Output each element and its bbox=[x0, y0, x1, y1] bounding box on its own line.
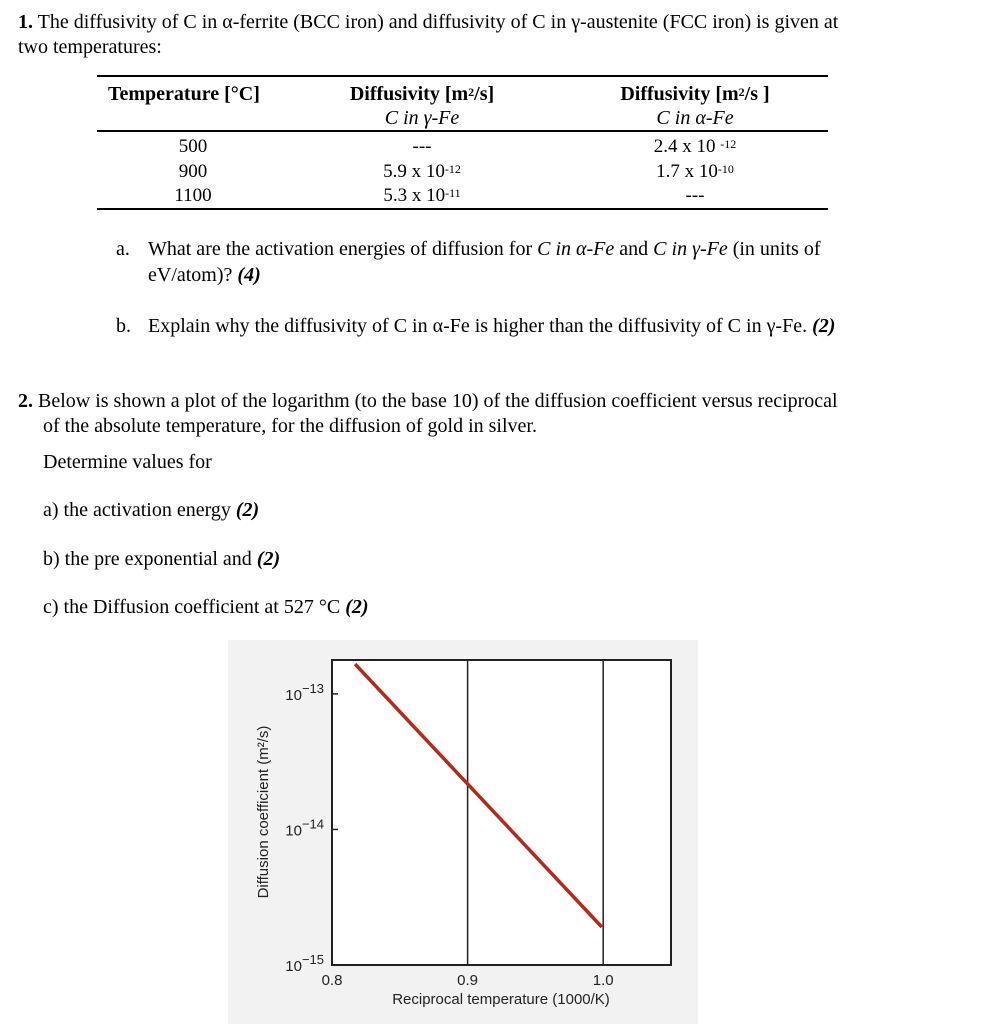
x-tick-label: 0.8 bbox=[321, 972, 343, 989]
header-sub-alpha: C in α-Fe bbox=[656, 107, 734, 129]
q2-item-b: b) the pre exponential and (2) bbox=[43, 548, 281, 570]
x-tick-label: 1.0 bbox=[592, 972, 614, 989]
table-cell-temp: 500 bbox=[178, 136, 208, 157]
table-bottom-rule bbox=[97, 208, 828, 210]
table-cell-temp: 900 bbox=[178, 161, 208, 182]
table-cell-temp: 1100 bbox=[174, 185, 212, 206]
table-cell-gamma: 5.3 x $10^{-11}$ bbox=[383, 185, 461, 206]
q1-number: 1. bbox=[18, 11, 33, 33]
q2-item-c: c) the Diffusion coefficient at 527 °C (2) bbox=[43, 596, 369, 618]
q1b-text: Explain why the diffusivity of C in α-Fe is higher than the diffusivity of C in γ-Fe. (2) bbox=[148, 315, 836, 337]
table-header-rule bbox=[97, 130, 828, 132]
header-temperature: Temperature [°C] bbox=[108, 83, 260, 105]
y-axis-label: Diffusion coefficient (m²/s) bbox=[255, 725, 272, 899]
x-axis-label: Reciprocal temperature (1000/K) bbox=[392, 991, 610, 1008]
table-cell-alpha: --- bbox=[685, 185, 705, 206]
diffusion-chart bbox=[228, 640, 698, 1024]
q1-text-line1: The diffusivity of C in α-ferrite (BCC iron) and diffusivity of C in γ-austenite (FCC iron) is given at bbox=[37, 11, 839, 33]
table-cell-gamma: 5.9 x $10^{-12}$ bbox=[383, 161, 461, 182]
q2-line2: of the absolute temperature, for the diffusion of gold in silver. bbox=[43, 415, 537, 437]
q1-line1 bbox=[18, 10, 838, 34]
q1-text-line2: two temperatures: bbox=[18, 36, 162, 58]
y-tick-label: 10−13 bbox=[285, 680, 324, 704]
table-cell-alpha: 2.4 x 10 $^{-12}$ bbox=[653, 136, 737, 157]
q1a-label: a. bbox=[116, 238, 130, 260]
q1b-label: b. bbox=[116, 315, 131, 337]
plot-area bbox=[332, 660, 671, 965]
q2-line1: 2. Below is shown a plot of the logarithm (to the base 10) of the diffusion coefficient versus reciprocal bbox=[18, 390, 838, 412]
table-cell-alpha: 1.7 x $10^{-10}$ bbox=[656, 161, 734, 182]
header-diffusivity-gamma: Diffusivity $[m^2/s]$ bbox=[349, 83, 495, 105]
x-tick-label: 0.9 bbox=[457, 972, 479, 989]
header-diffusivity-alpha: Diffusivity [$m^2/s$ ] bbox=[620, 83, 770, 105]
table-cell-gamma: --- bbox=[412, 136, 432, 157]
y-tick-label: 10−15 bbox=[285, 952, 324, 975]
table-top-rule bbox=[97, 75, 828, 77]
q2-determine: Determine values for bbox=[43, 451, 212, 473]
header-sub-gamma: C in γ-Fe bbox=[384, 107, 460, 129]
q1a-line2: eV/atom)? (4) bbox=[148, 264, 261, 286]
q2-item-a: a) the activation energy (2) bbox=[43, 499, 260, 521]
q1a-line1: What are the activation energies of diffusion for C in α-Fe and C in γ-Fe (in units of bbox=[148, 238, 821, 260]
y-tick-label: 10−14 bbox=[285, 816, 324, 840]
